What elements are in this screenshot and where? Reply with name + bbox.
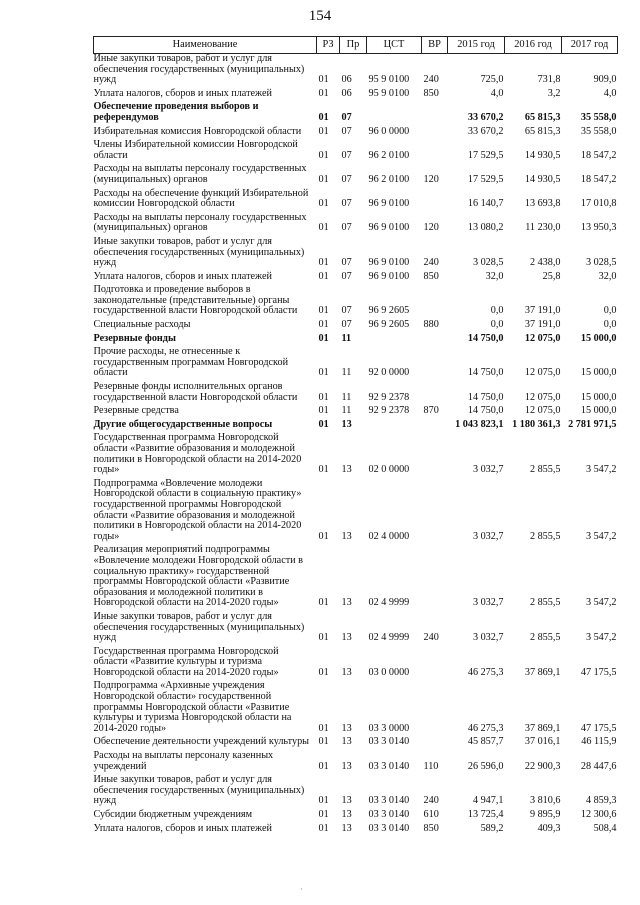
cell-cst: 96 9 0100 — [368, 270, 410, 282]
cell-2017: 909,0 — [593, 74, 617, 86]
cell-2015: 725,0 — [480, 74, 504, 86]
cell-2015: 3 028,5 — [472, 257, 504, 269]
cell-rz: 01 — [318, 597, 329, 609]
cell-vr: 610 — [423, 809, 439, 820]
cell-pr: 13 — [341, 822, 352, 834]
cell-rz: 01 — [318, 632, 329, 644]
cell-rz: 01 — [318, 367, 329, 379]
cell-2017: 3 547,2 — [585, 632, 617, 644]
cell-2016: 13 693,8 — [524, 198, 561, 210]
cell-name: Субсидии бюджетным учреждениям — [93, 809, 253, 820]
cell-2016: 2 438,0 — [529, 257, 561, 269]
table-row — [94, 87, 618, 101]
cell-name: Расходы на обеспечение функций Избирательной комиссии Новгородской области — [93, 187, 309, 210]
cell-vr — [422, 543, 448, 610]
cell-2015: 4 947,1 — [472, 795, 504, 807]
cell-cst: 96 9 2605 — [368, 319, 410, 331]
cell-name: Подготовка и проведение выборов в законодательные (представительные) органы государственной власти Новгородской области — [93, 284, 298, 317]
cell-rz: 01 — [318, 795, 329, 807]
cell-2015: 46 275,3 — [467, 722, 504, 734]
cell-name: Государственная программа Новгородской области «Развитие образования и молодежной политики в Новгородской области на 2014-2020 годы» — [93, 432, 302, 476]
cell-2017: 46 115,9 — [581, 736, 617, 748]
cell-rz: 01 — [318, 319, 329, 331]
cell-name: Уплата налогов, сборов и иных платежей — [93, 822, 272, 834]
table-row — [94, 100, 618, 124]
cell-2015: 0,0 — [490, 319, 504, 331]
cell-2017: 0,0 — [603, 305, 617, 317]
cell-rz: 01 — [318, 111, 329, 123]
cell-pr: 13 — [341, 722, 352, 734]
table-row — [94, 431, 618, 476]
cell-2016: 25,8 — [542, 270, 561, 282]
cell-vr — [422, 431, 448, 476]
cell-name: Обеспечение проведения выборов и референдумов — [93, 101, 259, 123]
cell-pr: 11 — [341, 367, 352, 379]
cell-vr: 110 — [423, 760, 439, 772]
cell-cst: 96 2 0100 — [368, 173, 410, 185]
cell-2017: 0,0 — [603, 319, 617, 331]
cell-rz: 01 — [318, 530, 329, 542]
cell-rz: 01 — [318, 736, 329, 748]
table-row — [94, 138, 618, 162]
table-row — [94, 318, 618, 332]
table-row — [94, 645, 618, 680]
cell-name: Избирательная комиссия Новгородской области — [93, 125, 302, 137]
cell-rz: 01 — [318, 149, 329, 161]
header-pr: Пр — [340, 37, 367, 54]
cell-2016: 12 075,0 — [524, 367, 561, 379]
cell-cst: 96 0 0000 — [368, 125, 410, 137]
cell-2017: 18 547,2 — [580, 173, 617, 185]
cell-rz: 01 — [318, 257, 329, 269]
cell-2015: 589,2 — [480, 822, 504, 834]
cell-cst: 92 0 0000 — [368, 367, 410, 379]
cell-vr — [422, 735, 448, 749]
table-row — [94, 543, 618, 610]
cell-vr — [422, 380, 448, 404]
cell-2016: 409,3 — [537, 822, 561, 834]
cell-rz: 01 — [318, 305, 329, 317]
cell-name: Резервные фонды исполнительных органов государственной власти Новгородской области — [93, 381, 298, 403]
cell-name: Уплата налогов, сборов и иных платежей — [93, 87, 272, 99]
table-row — [94, 380, 618, 404]
cell-cst: 02 4 9999 — [368, 632, 410, 644]
cell-name: Расходы на выплаты персоналу государственных (муниципальных) органов — [93, 163, 307, 185]
cell-pr: 13 — [341, 666, 352, 678]
cell-name: Резервные фонды — [93, 332, 176, 344]
cell-vr — [422, 477, 448, 544]
cell-2017: 15 000,0 — [580, 391, 617, 403]
cell-rz: 01 — [318, 332, 329, 344]
cell-cst: 02 0 0000 — [368, 464, 410, 476]
cell-2016: 9 895,9 — [529, 809, 561, 820]
cell-vr: 870 — [423, 405, 439, 417]
cell-pr: 06 — [341, 87, 352, 99]
cell-vr: 240 — [423, 74, 439, 86]
cell-2015: 16 140,7 — [467, 198, 504, 210]
table-row — [94, 345, 618, 380]
table-row — [94, 270, 618, 284]
cell-2017: 3 547,2 — [585, 530, 617, 542]
cell-vr: 240 — [423, 257, 439, 269]
table-row — [94, 773, 618, 808]
cell-vr: 240 — [423, 632, 439, 644]
cell-2016: 37 191,0 — [524, 319, 561, 331]
cell-2015: 33 670,2 — [467, 111, 504, 123]
cell-cst: 96 9 0100 — [368, 198, 410, 210]
cell-name: Прочие расходы, не отнесенные к государственным программам Новгородской области — [93, 346, 289, 379]
table-row — [94, 404, 618, 418]
cell-rz: 01 — [318, 464, 329, 476]
cell-pr: 13 — [341, 760, 352, 772]
table-row — [94, 477, 618, 544]
cell-rz: 01 — [318, 222, 329, 234]
cell-vr: 120 — [423, 173, 439, 185]
cell-vr — [422, 187, 448, 211]
cell-pr: 07 — [341, 111, 352, 123]
cell-cst: 03 3 0140 — [368, 809, 410, 820]
table-row — [94, 822, 618, 836]
cell-name: Подпрограмма «Вовлечение молодежи Новгородской области в социальную практику» государственной программы Новгородской области «Развитие образования и молодежной политики в Новгородской области на 2014-2020 годы» — [93, 477, 302, 542]
header-name: Наименование — [94, 37, 317, 54]
cell-2015: 3 032,7 — [472, 530, 504, 542]
table-body — [94, 54, 618, 836]
cell-vr: 880 — [423, 319, 439, 331]
table-row — [94, 679, 618, 735]
cell-rz: 01 — [318, 391, 329, 403]
cell-name: Уплата налогов, сборов и иных платежей — [93, 270, 272, 282]
cell-2017: 3 547,2 — [585, 464, 617, 476]
budget-table — [93, 36, 618, 835]
cell-cst: 96 9 2605 — [368, 305, 410, 317]
cell-pr: 13 — [341, 597, 352, 609]
cell-cst: 96 9 0100 — [368, 222, 410, 234]
header-2016: 2016 год — [505, 37, 562, 54]
cell-2017: 47 175,5 — [580, 722, 617, 734]
cell-vr: 120 — [423, 222, 439, 234]
cell-pr: 13 — [341, 530, 352, 542]
cell-2017: 12 300,6 — [580, 809, 617, 820]
cell-2016: 14 930,5 — [524, 149, 561, 161]
cell-pr: 13 — [341, 632, 352, 644]
cell-2015: 14 750,0 — [467, 367, 504, 379]
cell-name: Специальные расходы — [93, 319, 191, 331]
cell-2015: 14 750,0 — [467, 332, 504, 344]
table-row — [94, 54, 618, 87]
cell-rz: 01 — [318, 173, 329, 185]
cell-2015: 4,0 — [490, 87, 504, 99]
cell-2015: 3 032,7 — [472, 464, 504, 476]
cell-cst: 95 9 0100 — [368, 87, 410, 99]
cell-cst: 92 9 2378 — [368, 405, 410, 417]
cell-2015: 0,0 — [490, 305, 504, 317]
cell-name: Расходы на выплаты персоналу казенных учреждений — [93, 750, 274, 772]
cell-vr — [422, 418, 448, 432]
cell-2017: 18 547,2 — [580, 149, 617, 161]
cell-2016: 37 016,1 — [524, 736, 561, 748]
cell-2017: 32,0 — [598, 270, 617, 282]
cell-cst: 03 3 0140 — [368, 760, 410, 772]
cell-2017: 13 950,3 — [580, 222, 617, 234]
cell-2017: 35 558,0 — [580, 111, 617, 123]
cell-vr — [422, 645, 448, 680]
cell-cst: 92 9 2378 — [368, 391, 410, 403]
cell-2017: 15 000,0 — [580, 405, 617, 417]
cell-2016: 3 810,6 — [529, 795, 561, 807]
cell-rz: 01 — [318, 198, 329, 210]
table-row — [94, 808, 618, 822]
cell-2017: 3 028,5 — [585, 257, 617, 269]
cell-pr: 07 — [341, 270, 352, 282]
cell-vr: 850 — [423, 822, 439, 834]
cell-2015: 13 725,4 — [467, 809, 504, 820]
cell-name: Другие общегосударственные вопросы — [93, 418, 273, 430]
cell-rz: 01 — [318, 760, 329, 772]
cell-cst: 95 9 0100 — [368, 74, 410, 86]
cell-2015: 13 080,2 — [467, 222, 504, 234]
cell-pr: 13 — [341, 795, 352, 807]
cell-name: Обеспечение деятельности учреждений культуры — [93, 736, 310, 748]
cell-pr: 07 — [341, 125, 352, 137]
cell-2015: 14 750,0 — [467, 391, 504, 403]
page-number: 154 — [308, 8, 332, 24]
cell-pr: 11 — [341, 405, 352, 417]
table-row — [94, 125, 618, 139]
cell-pr: 07 — [341, 319, 352, 331]
cell-2015: 32,0 — [485, 270, 504, 282]
cell-name: Расходы на выплаты персоналу государственных (муниципальных) органов — [93, 211, 307, 234]
cell-2016: 37 869,1 — [524, 666, 561, 678]
table-row — [94, 187, 618, 211]
cell-2016: 731,8 — [537, 74, 561, 86]
cell-2016: 37 869,1 — [524, 722, 561, 734]
cell-2015: 46 275,3 — [467, 666, 504, 678]
cell-2015: 1 043 823,1 — [455, 418, 504, 430]
cell-cst: 96 9 0100 — [368, 257, 410, 269]
cell-vr — [422, 345, 448, 380]
footer-dot: · — [300, 885, 303, 894]
table-row — [94, 749, 618, 773]
cell-2016: 12 075,0 — [524, 405, 561, 417]
cell-2015: 3 032,7 — [472, 597, 504, 609]
table-row — [94, 162, 618, 186]
cell-2017: 35 558,0 — [580, 125, 617, 137]
cell-2016: 65 815,3 — [524, 125, 561, 137]
cell-pr: 06 — [341, 74, 352, 86]
cell-pr: 07 — [341, 198, 352, 210]
cell-2016: 2 855,5 — [529, 464, 561, 476]
cell-rz: 01 — [318, 722, 329, 734]
cell-pr: 07 — [341, 257, 352, 269]
cell-vr: 850 — [423, 270, 439, 282]
cell-2015: 17 529,5 — [467, 173, 504, 185]
cell-2015: 45 857,7 — [467, 736, 504, 748]
cell-2015: 26 596,0 — [467, 760, 504, 772]
table-row — [94, 332, 618, 346]
cell-name: Реализация мероприятий подпрограммы «Вовлечение молодежи Новгородской области в социальную практику» государственной программы Новгородской области «Развитие образования и молодежной политики в Новгородской области на 2014-2020 годы» — [93, 544, 303, 609]
cell-name: Члены Избирательной комиссии Новгородской области — [93, 139, 298, 161]
cell-2017: 15 000,0 — [580, 332, 617, 344]
cell-cst: 03 3 0140 — [368, 736, 410, 748]
cell-2016: 14 930,5 — [524, 173, 561, 185]
cell-cst: 03 0 0000 — [368, 666, 410, 678]
cell-rz: 01 — [318, 74, 329, 86]
table-header — [94, 37, 618, 54]
cell-rz: 01 — [318, 125, 329, 137]
cell-vr — [422, 138, 448, 162]
table-row — [94, 211, 618, 235]
cell-2017: 47 175,5 — [580, 666, 617, 678]
cell-rz: 01 — [318, 809, 329, 820]
cell-cst: 03 3 0000 — [368, 722, 410, 734]
cell-pr: 07 — [341, 173, 352, 185]
cell-name: Иные закупки товаров, работ и услуг для обеспечения государственных (муниципальных) нужд — [93, 53, 305, 86]
cell-2015: 33 670,2 — [467, 125, 504, 137]
cell-2017: 508,4 — [593, 822, 617, 834]
cell-rz: 01 — [318, 87, 329, 99]
cell-2016: 11 230,0 — [525, 222, 561, 234]
cell-name: Подпрограмма «Архивные учреждения Новгородской области» государственной программы Новгородской области «Развитие культуры и туризма Новгородской области на 2014-2020 годы» — [93, 680, 292, 734]
cell-pr: 13 — [341, 464, 352, 476]
cell-cst: 03 3 0140 — [368, 822, 410, 834]
cell-vr: 850 — [423, 87, 439, 99]
cell-2016: 2 855,5 — [529, 632, 561, 644]
cell-cst — [367, 100, 422, 124]
cell-name: Резервные средства — [93, 405, 179, 417]
cell-rz: 01 — [318, 270, 329, 282]
table-row — [94, 735, 618, 749]
cell-2017: 4 859,3 — [585, 795, 617, 807]
cell-2015: 17 529,5 — [467, 149, 504, 161]
cell-name: Иные закупки товаров, работ и услуг для обеспечения государственных (муниципальных) нужд — [93, 235, 305, 269]
cell-2016: 37 191,0 — [524, 305, 561, 317]
table-row — [94, 610, 618, 645]
cell-cst — [367, 332, 422, 346]
cell-2016: 1 180 361,3 — [512, 418, 561, 430]
cell-2016: 65 815,3 — [524, 111, 561, 123]
cell-rz: 01 — [318, 405, 329, 417]
cell-2017: 3 547,2 — [585, 597, 617, 609]
header-rz: РЗ — [317, 37, 340, 54]
cell-2017: 2 781 971,5 — [568, 418, 617, 430]
cell-2016: 12 075,0 — [524, 391, 561, 403]
cell-pr: 11 — [341, 332, 352, 344]
cell-2017: 4,0 — [603, 87, 617, 99]
cell-pr: 11 — [341, 391, 352, 403]
header-2015: 2015 год — [448, 37, 505, 54]
table-row — [94, 283, 618, 318]
cell-2017: 17 010,8 — [580, 198, 617, 210]
cell-pr: 13 — [341, 736, 352, 748]
cell-pr: 07 — [341, 222, 352, 234]
cell-vr: 240 — [423, 795, 439, 807]
cell-cst — [367, 418, 422, 432]
cell-2016: 2 855,5 — [529, 530, 561, 542]
cell-pr: 07 — [341, 149, 352, 161]
cell-pr: 13 — [341, 809, 352, 820]
cell-2017: 28 447,6 — [580, 760, 617, 772]
cell-vr — [422, 125, 448, 139]
cell-name: Иные закупки товаров, работ и услуг для обеспечения государственных (муниципальных) нужд — [93, 774, 305, 807]
header-vr: ВР — [422, 37, 448, 54]
cell-rz: 01 — [318, 666, 329, 678]
cell-pr: 13 — [341, 418, 352, 430]
cell-cst: 02 4 0000 — [368, 530, 410, 542]
cell-cst: 96 2 0100 — [368, 149, 410, 161]
cell-rz: 01 — [318, 418, 329, 430]
cell-vr — [422, 100, 448, 124]
cell-2016: 2 855,5 — [529, 597, 561, 609]
cell-cst: 02 4 9999 — [368, 597, 410, 609]
cell-2017: 15 000,0 — [580, 367, 617, 379]
cell-2016: 22 900,3 — [524, 760, 561, 772]
cell-cst: 03 3 0140 — [368, 795, 410, 807]
cell-rz: 01 — [318, 822, 329, 834]
cell-pr: 07 — [341, 305, 352, 317]
header-2017: 2017 год — [562, 37, 618, 54]
header-cst: ЦСТ — [367, 37, 422, 54]
cell-2016: 3,2 — [547, 87, 561, 99]
table-row — [94, 418, 618, 432]
cell-vr — [422, 332, 448, 346]
cell-name: Иные закупки товаров, работ и услуг для обеспечения государственных (муниципальных) нужд — [93, 610, 305, 644]
cell-vr — [422, 283, 448, 318]
cell-2016: 12 075,0 — [524, 332, 561, 344]
cell-name: Государственная программа Новгородской области «Развитие культуры и туризма Новгородской области на 2014-2020 годы» — [93, 645, 279, 678]
cell-2015: 14 750,0 — [467, 405, 504, 417]
cell-vr — [422, 679, 448, 735]
table-row — [94, 235, 618, 270]
cell-2015: 3 032,7 — [472, 632, 504, 644]
